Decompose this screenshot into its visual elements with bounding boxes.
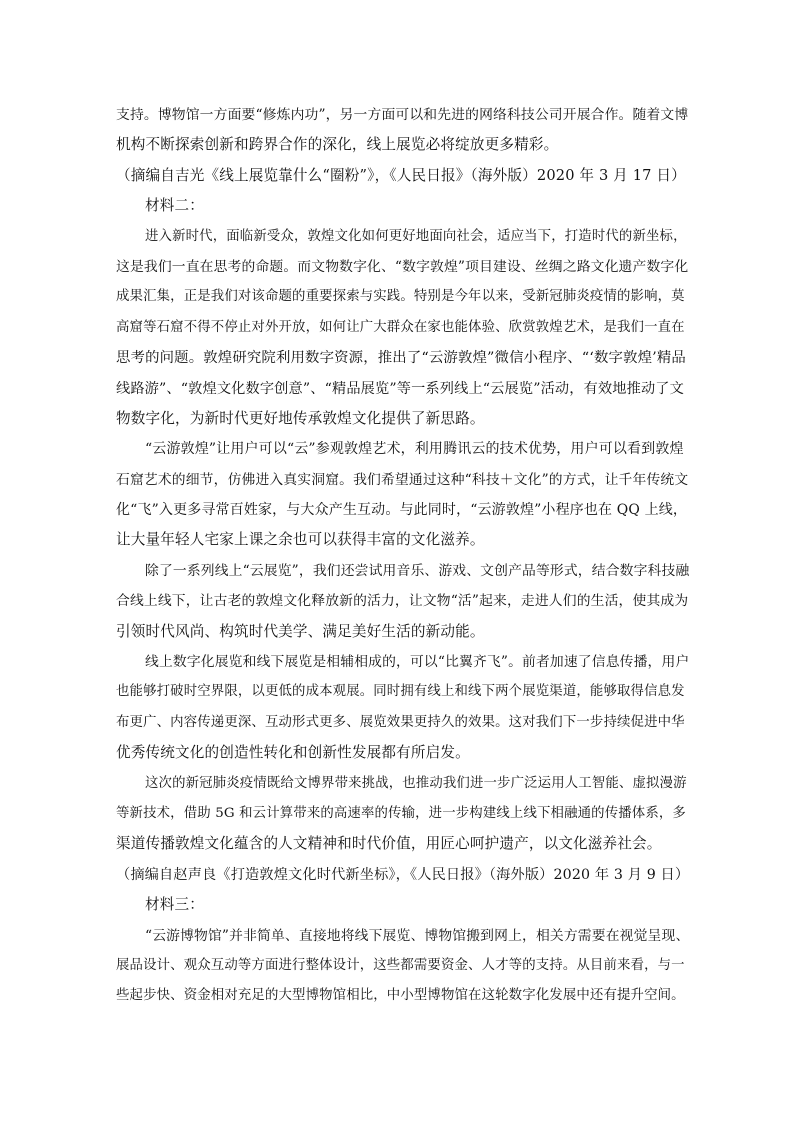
text-line: 这次的新冠肺炎疫情既给文博界带来挑战，也推动我们进一步广泛运用人工智能、虚拟漫游 xyxy=(145,775,687,791)
text-line: 思考的问题。敦煌研究院利用数字资源，推出了“云游敦煌”微信小程序、“‘数字敦煌’精品 xyxy=(116,350,686,367)
text-line: 机构不断探索创新和跨界合作的深化，线上展览必将绽放更多精彩。 xyxy=(116,136,559,154)
text-line: 让大量年轻人宅家上课之余也可以获得丰富的文化滋养。 xyxy=(116,531,485,549)
material3-paragraph-1 xyxy=(116,921,690,1012)
material2-paragraph-2 xyxy=(116,434,690,556)
text-line: 引领时代风尚、构筑时代美学、满足美好生活的新动能。 xyxy=(116,622,485,640)
text-line: 石窟艺术的细节，仿佛进入真实洞窟。我们希望通过这种“科技＋文化”的方式，让千年传统文 xyxy=(116,471,689,488)
text-line: 线路游”、“敦煌文化数字创意”、“精品展览”等一系列线上“云展览”活动，有效地推动了文 xyxy=(116,380,684,397)
text-line: 合线上线下，让古老的敦煌文化释放新的活力，让文物“活”起来，走进人们的生活，使其成为 xyxy=(116,593,689,610)
text-line: 进入新时代，面临新受众，敦煌文化如何更好地面向社会，适应当下，打造时代的新坐标， xyxy=(145,228,687,244)
source-citation-1: （摘编自吉光《线上展览靠什么“圈粉”》，《人民日报》（海外版）2020 年 3 月 17 日） xyxy=(116,166,686,184)
material2-paragraph-4 xyxy=(116,647,690,769)
text-line: 除了一系列线上“云展览”，我们还尝试用音乐、游戏、文创产品等形式，结合数字科技融 xyxy=(145,562,690,579)
material2-paragraph-1 xyxy=(116,222,690,435)
text-line: 成果汇集，正是我们对该命题的重要探索与实践。特别是今年以来，受新冠肺炎疫情的影响，莫 xyxy=(116,289,685,305)
material3-heading: 材料三： xyxy=(145,896,204,914)
material2-paragraph-5 xyxy=(116,769,690,860)
text-line: 等新技术，借助 5G 和云计算带来的高速率的传输，进一步构建线上线下相融通的传播体系，多 xyxy=(116,805,686,821)
text-line: 这是我们一直在思考的命题。而文物数字化、“数字敦煌”项目建设、丝绸之路文化遗产数字化 xyxy=(116,258,689,275)
text-line: 些起步快、资金相对充足的大型博物馆相比，中小型博物馆在这轮数字化发展中还有提升空间。 xyxy=(116,988,685,1004)
material2-heading: 材料二： xyxy=(145,197,204,215)
text-line: 也能够打破时空界限，以更低的成本观展。同时拥有线上和线下两个展览渠道，能够取得信息发 xyxy=(116,684,685,700)
text-line: 渠道传播敦煌文化蕴含的人文精神和时代价值，用匠心呵护遗产，以文化滋养社会。 xyxy=(116,835,662,853)
material2-paragraph-3 xyxy=(116,556,690,647)
text-line: 高窟等石窟不得不停止对外开放，如何让广大群众在家也能体验、欣赏敦煌艺术，是我们一直在 xyxy=(116,319,685,335)
text-line: “云游敦煌”让用户可以“云”参观敦煌艺术，利用腾讯云的技术优势，用户可以看到敦煌 xyxy=(145,441,684,458)
text-line: 优秀传统文化的创造性转化和创新性发展都有所启发。 xyxy=(116,744,470,762)
text-line: “云游博物馆”并非简单、直接地将线下展览、博物馆搬到网上，相关方需要在视觉呈现、 xyxy=(145,927,690,944)
text-line: 展品设计、观众互动等方面进行整体设计，这些都需要资金、人才等的支持。从目前来看，与一 xyxy=(116,957,685,973)
text-line: 支持。博物馆一方面要“修炼内功”，另一方面可以和先进的网络科技公司开展合作。随着文博 xyxy=(116,107,689,123)
text-line: 物数字化，为新时代更好地传承敦煌文化提供了新思路。 xyxy=(116,409,485,427)
text-line: 线上数字化展览和线下展览是相辅相成的，可以“比翼齐飞”。前者加速了信息传播，用户 xyxy=(145,654,690,671)
source-citation-2: （摘编自赵声良《打造敦煌文化时代新坐标》，《人民日报》（海外版）2020 年 3 月 9 日） xyxy=(116,866,690,883)
material1-tail-paragraph xyxy=(116,100,690,161)
text-line: 化“飞”入更多寻常百姓家，与大众产生互动。与此同时，“云游敦煌”小程序也在 QQ 上线， xyxy=(116,502,688,519)
document-body xyxy=(116,100,690,1012)
text-line: 布更广、内容传递更深、互动形式更多、展览效果更持久的效果。这对我们下一步持续促进中华 xyxy=(116,714,685,730)
